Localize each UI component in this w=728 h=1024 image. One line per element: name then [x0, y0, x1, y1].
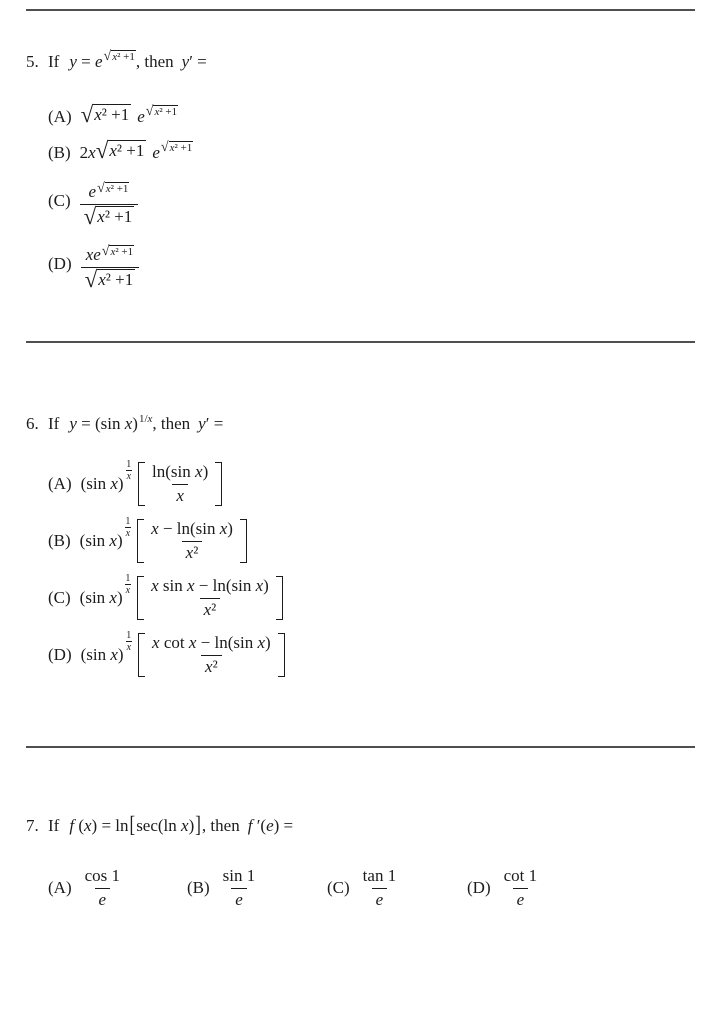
fraction-denominator: x ²: [182, 541, 203, 563]
option-label: (D): [467, 878, 491, 897]
fraction: [148, 462, 212, 506]
option-label: (D): [48, 645, 72, 664]
exponent-fraction: [126, 459, 132, 482]
stem-if-label: If: [48, 414, 60, 433]
question-5-option-d: [48, 238, 139, 290]
question-5-option-b: [48, 140, 193, 163]
left-bracket: [137, 576, 144, 620]
radical-sign-icon: √: [83, 204, 97, 229]
radicand: x² +1: [94, 105, 130, 124]
question-7-option-b: [187, 866, 259, 910]
question-7-option-c: [327, 866, 400, 910]
exponent-fraction: [125, 573, 131, 596]
question-7-stem: [26, 811, 294, 838]
fraction: [219, 866, 260, 910]
radicand: x² +1: [154, 106, 178, 118]
math-expression: y′ =: [181, 52, 207, 71]
math-expression: y = e: [69, 52, 103, 71]
math-expression: (sin x): [80, 645, 124, 664]
horizontal-rule-middle: [26, 341, 695, 343]
radical-sign-icon: √: [80, 102, 94, 127]
math-expression: y = (sin x): [69, 414, 138, 433]
fraction: [80, 175, 139, 227]
exponent-numerator: 1: [126, 629, 132, 641]
question-number: 5.: [26, 52, 39, 71]
math-expression: e: [137, 107, 145, 126]
horizontal-rule-top: [26, 9, 695, 11]
radical-expression: [85, 269, 136, 290]
fraction-numerator: ln(sin x ): [152, 462, 209, 481]
exponent-denominator: x: [126, 470, 132, 482]
radical-sign-icon: √: [95, 138, 109, 163]
math-expression: f (x) = ln: [69, 816, 129, 835]
option-label: (A): [48, 107, 72, 126]
right-bracket: [240, 519, 247, 563]
stem-then-label: , then: [201, 816, 240, 835]
fraction: [81, 866, 124, 910]
exponent-numerator: 1: [125, 572, 131, 584]
fraction-numerator: x cot x − ln(sin x ): [152, 633, 271, 652]
horizontal-rule-bottom: [26, 746, 695, 748]
option-label: (A): [48, 474, 72, 493]
fraction: [147, 576, 273, 620]
option-label: (C): [48, 588, 71, 607]
question-5-option-c: [48, 175, 138, 227]
radicand: x² +1: [112, 51, 135, 63]
fraction-denominator: e: [231, 888, 247, 910]
exponent-denominator: x: [125, 584, 131, 596]
fraction: [500, 866, 542, 910]
math-expression: sec(ln x): [136, 816, 195, 835]
fraction-denominator: e: [372, 888, 388, 910]
question-5-option-a: [48, 104, 178, 127]
stem-if-label: If: [48, 816, 60, 835]
fraction-denominator: [80, 204, 139, 227]
radicand: x² +1: [109, 141, 145, 160]
radicand: x² +1: [97, 207, 133, 226]
exponent-radical: [161, 141, 193, 154]
fraction-numerator: x − ln(sin x ): [151, 519, 233, 538]
question-6-option-b: [48, 515, 247, 563]
fraction-numerator: cot 1: [503, 866, 538, 885]
fraction-denominator: e: [95, 888, 111, 910]
fraction: [147, 519, 237, 563]
fraction-numerator: tan 1: [362, 866, 397, 885]
option-label: (B): [48, 531, 71, 550]
radicand: x² +1: [169, 142, 193, 154]
radical-sign-icon: √: [97, 181, 105, 196]
stem-then-label: , then: [135, 52, 174, 71]
fraction-denominator: x ²: [200, 598, 221, 620]
fraction-numerator: x sin x − ln(sin x ): [151, 576, 269, 595]
math-expression: e: [88, 182, 97, 201]
fraction-numerator: sin 1: [222, 866, 256, 885]
exponent: 1/x: [138, 413, 153, 425]
option-label: (B): [187, 878, 210, 897]
option-label: (D): [48, 254, 72, 273]
math-expression: (sin x): [79, 588, 123, 607]
radical-sign-icon: √: [84, 267, 98, 292]
fraction-denominator: x ²: [201, 655, 222, 677]
question-6-stem: [26, 414, 223, 434]
exponent-denominator: x: [125, 527, 131, 539]
radical-expression: [84, 206, 135, 227]
left-bracket: [138, 462, 145, 506]
right-bracket: ]: [195, 811, 201, 838]
option-label: (B): [48, 143, 71, 162]
math-expression: y′ =: [198, 414, 224, 433]
exponent-fraction: [125, 516, 131, 539]
question-number: 7.: [26, 816, 39, 835]
fraction-numerator: cos 1: [84, 866, 121, 885]
question-6-option-a: [48, 458, 222, 506]
left-bracket: [: [129, 811, 136, 838]
right-bracket: [215, 462, 222, 506]
exponent-numerator: 1: [125, 515, 131, 527]
math-expression: e: [152, 143, 160, 162]
math-expression: (sin x): [80, 474, 124, 493]
math-expression: xe: [85, 245, 101, 264]
stem-then-label: , then: [152, 414, 191, 433]
fraction-numerator: [85, 175, 134, 204]
left-bracket: [137, 519, 144, 563]
question-6-option-c: [48, 572, 283, 620]
radical-sign-icon: √: [160, 140, 169, 155]
math-expression: 2x: [79, 143, 96, 162]
exponent-numerator: 1: [126, 458, 132, 470]
exponent-radical: [146, 105, 178, 118]
radical-sign-icon: √: [103, 49, 112, 64]
fraction-numerator: [82, 238, 138, 267]
option-label: (C): [48, 191, 71, 210]
fraction-denominator: [81, 267, 140, 290]
exponent-denominator: x: [126, 641, 132, 653]
radicand: x² +1: [105, 183, 129, 195]
question-5-stem: [26, 49, 207, 72]
fraction: [81, 238, 140, 290]
math-expression: (sin x): [79, 531, 123, 550]
radical-sign-icon: √: [101, 244, 110, 259]
exponent-radical: [104, 50, 136, 63]
exponent-radical: [102, 245, 134, 258]
option-label: (A): [48, 878, 72, 897]
math-expression: f ′(e) =: [247, 816, 294, 835]
radical-expression: [81, 104, 132, 125]
radicand: x² +1: [98, 270, 134, 289]
exponent-fraction: [126, 630, 132, 653]
radicand: x² +1: [110, 246, 134, 258]
right-bracket: [278, 633, 285, 677]
fraction: [148, 633, 275, 677]
fraction-denominator: e: [513, 888, 529, 910]
question-7-option-a: [48, 866, 124, 910]
right-bracket: [276, 576, 283, 620]
question-7-option-d: [467, 866, 541, 910]
left-bracket: [138, 633, 145, 677]
radical-sign-icon: √: [145, 104, 154, 119]
exponent-radical: [97, 182, 129, 195]
stem-if-label: If: [48, 52, 60, 71]
option-label: (C): [327, 878, 350, 897]
question-number: 6.: [26, 414, 39, 433]
radical-expression: [96, 140, 147, 161]
fraction-denominator: x: [172, 484, 188, 506]
question-6-option-d: [48, 629, 285, 677]
fraction: [359, 866, 401, 910]
